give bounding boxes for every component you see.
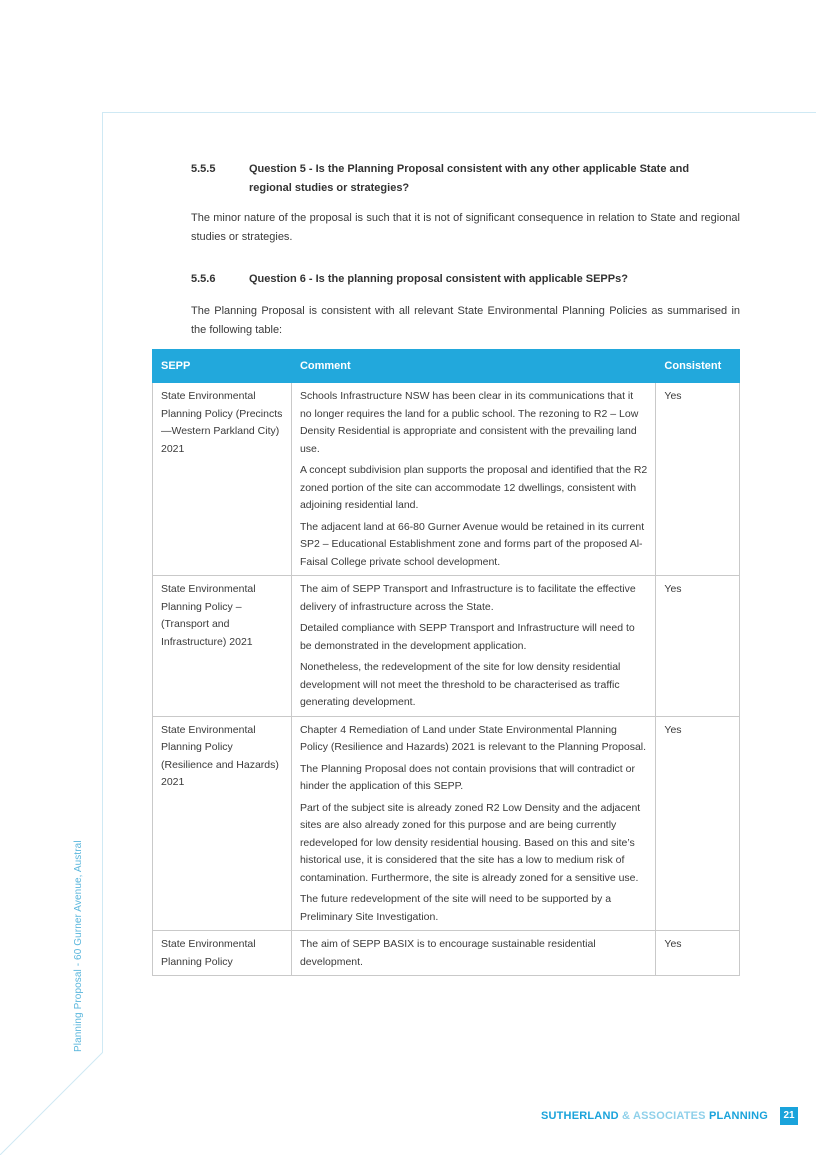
comment-paragraph: Detailed compliance with SEPP Transport and Infrastructure will need to be demonstrated in the development application. bbox=[299, 622, 635, 652]
heading-title: Question 5 - Is the Planning Proposal consistent with any other applicable State and regional studies or strategies? bbox=[249, 163, 690, 194]
comment-paragraph: The future redevelopment of the site will need to be supported by a Preliminary Site Investigation. bbox=[299, 893, 612, 923]
sepp-cell: State Environmental Planning Policy bbox=[153, 931, 292, 976]
sepp-table bbox=[152, 349, 740, 976]
consistent-cell: Yes bbox=[656, 576, 740, 717]
comment-paragraph: Nonetheless, the redevelopment of the site for low density residential development will not meet the threshold to be characterised as traffic generating development. bbox=[299, 661, 621, 708]
consistent-cell: Yes bbox=[656, 383, 740, 576]
comment-paragraph: Schools Infrastructure NSW has been clear in its communications that it no longer requires the land for a public school. The rezoning to R2 – Low Density Residential is appropriate and consistent with the prevailing land use. bbox=[299, 390, 639, 455]
sepp-cell: State Environmental Planning Policy – (Transport and Infrastructure) 2021 bbox=[153, 576, 292, 717]
comment-cell bbox=[291, 716, 655, 931]
footer-brand-logo bbox=[541, 1110, 768, 1122]
heading-title: Question 6 - Is the planning proposal consistent with applicable SEPPs? bbox=[249, 273, 628, 285]
table-row bbox=[153, 931, 740, 976]
brand-name: SUTHERLAND bbox=[540, 1110, 619, 1122]
comment-cell bbox=[291, 931, 655, 976]
column-header-sepp: SEPP bbox=[153, 350, 292, 383]
consistent-cell: Yes bbox=[656, 716, 740, 931]
column-header-consistent: Consistent bbox=[656, 350, 740, 383]
brand-associates: & ASSOCIATES bbox=[622, 1110, 706, 1122]
page-frame-top-line bbox=[102, 112, 816, 113]
paragraph-5-5-6: The Planning Proposal is consistent with all relevant State Environmental Planning Policies as summarised in the following table: bbox=[191, 305, 740, 336]
table-row bbox=[153, 576, 740, 717]
comment-paragraph: Chapter 4 Remediation of Land under State Environmental Planning Policy (Resilience and Hazards) 2021 is relevant to the Planning Proposal. bbox=[299, 723, 647, 753]
comment-paragraph: Part of the subject site is already zoned R2 Low Density and the adjacent sites are also already zoned for this purpose and are being currently redeveloped for low density residential housing. Based on this and site’s historical use, it is considered that the site has a low to medium risk of contamination. Furthermore, the site is already zoned for a sensitive use. bbox=[299, 801, 641, 884]
table-row bbox=[153, 716, 740, 931]
page-number-badge: 21 bbox=[780, 1107, 798, 1125]
comment-paragraph: The aim of SEPP Transport and Infrastructure is to facilitate the effective delivery of infrastructure across the State. bbox=[299, 583, 636, 613]
page-frame-left-line bbox=[102, 112, 103, 1052]
comment-paragraph: The aim of SEPP BASIX is to encourage sustainable residential development. bbox=[299, 938, 596, 968]
sepp-cell: State Environmental Planning Policy (Resilience and Hazards) 2021 bbox=[153, 716, 292, 931]
comment-paragraph: The Planning Proposal does not contain provisions that will contradict or hinder the application of this SEPP. bbox=[299, 762, 635, 792]
comment-cell bbox=[291, 576, 655, 717]
table-row bbox=[153, 383, 740, 576]
column-header-comment: Comment bbox=[291, 350, 655, 383]
sepp-cell: State Environmental Planning Policy (Precincts—Western Parkland City) 2021 bbox=[153, 383, 292, 576]
heading-number: 5.5.6 bbox=[191, 273, 216, 285]
comment-cell bbox=[291, 383, 655, 576]
table-header-row bbox=[153, 350, 740, 383]
brand-planning: PLANNING bbox=[708, 1110, 768, 1122]
comment-paragraph: The adjacent land at 66-80 Gurner Avenue would be retained in its current SP2 – Educational Establishment zone and forms part of the proposed Al-Faisal College private school development. bbox=[299, 520, 645, 568]
heading-number: 5.5.5 bbox=[191, 163, 216, 175]
page-frame-diagonal bbox=[0, 1052, 103, 1155]
comment-paragraph: A concept subdivision plan supports the proposal and identified that the R2 zoned portion of the site can accommodate 12 dwellings, consistent with adjoining residential land. bbox=[299, 464, 648, 511]
side-document-label: Planning Proposal - 60 Gurner Avenue, Austral bbox=[73, 840, 84, 1052]
paragraph-5-5-5: The minor nature of the proposal is such that it is not of significant consequence in relation to State and regional studies or strategies. bbox=[191, 212, 740, 243]
consistent-cell: Yes bbox=[656, 931, 740, 976]
